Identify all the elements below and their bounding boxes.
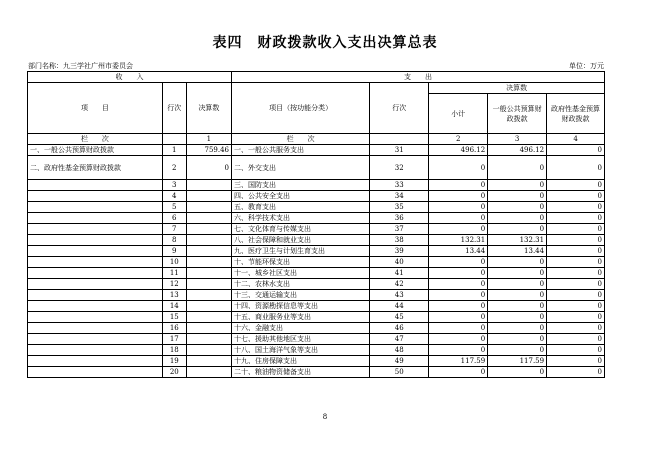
table-row	[28, 279, 605, 290]
expense-item: 十九、住房保障支出	[232, 356, 370, 367]
income-amount	[186, 191, 231, 202]
income-line: 12	[162, 279, 186, 290]
subtotal-value: 0	[429, 257, 488, 268]
expense-line: 44	[370, 301, 429, 312]
income-amount	[186, 334, 231, 345]
expense-line: 41	[370, 268, 429, 279]
gov-fund-value: 0	[547, 334, 605, 345]
income-line: 14	[162, 301, 186, 312]
income-amount	[186, 224, 231, 235]
expense-item: 一、一般公共服务支出	[232, 145, 370, 156]
subtotal-value: 0	[429, 202, 488, 213]
income-amount	[186, 246, 231, 257]
income-amount	[186, 202, 231, 213]
table-row	[28, 156, 605, 180]
general-budget-value: 0	[488, 312, 547, 323]
column-label: 栏 次	[28, 134, 163, 145]
expense-line: 43	[370, 290, 429, 301]
expense-item: 十五、商业服务业等支出	[232, 312, 370, 323]
income-item	[28, 367, 163, 378]
expense-item: 六、科学技术支出	[232, 213, 370, 224]
income-header: 收 入	[28, 72, 232, 83]
subtotal-value: 0	[429, 268, 488, 279]
income-amount	[186, 323, 231, 334]
gov-fund-value: 0	[547, 191, 605, 202]
expense-line: 40	[370, 257, 429, 268]
general-budget-value: 0	[488, 345, 547, 356]
income-line: 2	[162, 156, 186, 180]
income-item	[28, 246, 163, 257]
income-amount	[186, 180, 231, 191]
expense-item: 十一、城乡社区支出	[232, 268, 370, 279]
subtotal-value: 0	[429, 213, 488, 224]
income-line: 8	[162, 235, 186, 246]
column-index: 3	[488, 134, 547, 145]
general-budget-header: 一般公共预算财政拨款	[488, 94, 547, 134]
income-amount	[186, 301, 231, 312]
expense-line: 39	[370, 246, 429, 257]
income-amount	[186, 235, 231, 246]
expense-line: 31	[370, 145, 429, 156]
page-title: 表四 财政拨款收入支出决算总表	[212, 35, 438, 51]
subtotal-value: 0	[429, 290, 488, 301]
gov-fund-value: 0	[547, 145, 605, 156]
expense-item: 十八、国土海洋气象等支出	[232, 345, 370, 356]
gov-fund-value: 0	[547, 156, 605, 180]
unit-label: 单位：万元	[569, 62, 604, 70]
expense-item: 十四、资源勘探信息等支出	[232, 301, 370, 312]
gov-fund-value: 0	[547, 356, 605, 367]
income-item	[28, 312, 163, 323]
expense-line: 33	[370, 180, 429, 191]
income-line: 4	[162, 191, 186, 202]
income-item	[28, 356, 163, 367]
income-amount	[186, 367, 231, 378]
general-budget-value: 0	[488, 180, 547, 191]
income-amount	[186, 356, 231, 367]
expense-item: 九、医疗卫生与计划生育支出	[232, 246, 370, 257]
income-line: 15	[162, 312, 186, 323]
income-line: 10	[162, 257, 186, 268]
expense-item: 十七、援助其他地区支出	[232, 334, 370, 345]
income-item	[28, 224, 163, 235]
income-line: 9	[162, 246, 186, 257]
expense-line: 36	[370, 213, 429, 224]
column-index: 2	[429, 134, 488, 145]
subtotal-value: 0	[429, 323, 488, 334]
table-row	[28, 191, 605, 202]
gov-fund-value: 0	[547, 323, 605, 334]
table-row	[28, 345, 605, 356]
expense-line: 48	[370, 345, 429, 356]
column-index: 4	[547, 134, 605, 145]
subtotal-value: 0	[429, 191, 488, 202]
expense-line: 38	[370, 235, 429, 246]
expense-line: 46	[370, 323, 429, 334]
expense-line-header: 行次	[370, 83, 429, 134]
income-line: 11	[162, 268, 186, 279]
expense-item: 八、社会保障和就业支出	[232, 235, 370, 246]
expense-item: 十二、农林水支出	[232, 279, 370, 290]
table-row	[28, 312, 605, 323]
income-item	[28, 301, 163, 312]
general-budget-value: 0	[488, 279, 547, 290]
income-line: 13	[162, 290, 186, 301]
table-row	[28, 224, 605, 235]
table-row	[28, 268, 605, 279]
table-row	[28, 213, 605, 224]
subtotal-value: 496.12	[429, 145, 488, 156]
income-amount: 759.46	[186, 145, 231, 156]
expense-line: 37	[370, 224, 429, 235]
general-budget-value: 0	[488, 156, 547, 180]
income-amount	[186, 268, 231, 279]
general-budget-value: 0	[488, 301, 547, 312]
subtotal-value: 132.31	[429, 235, 488, 246]
income-line: 7	[162, 224, 186, 235]
gov-fund-value: 0	[547, 279, 605, 290]
subtotal-value: 0	[429, 156, 488, 180]
expense-item: 十、节能环保支出	[232, 257, 370, 268]
income-item	[28, 334, 163, 345]
income-line: 6	[162, 213, 186, 224]
department-name: 部门名称：九三学社广州市委员会	[28, 62, 133, 70]
income-item	[28, 268, 163, 279]
expense-item: 三、国防支出	[232, 180, 370, 191]
gov-fund-value: 0	[547, 290, 605, 301]
table-row	[28, 356, 605, 367]
general-budget-value: 0	[488, 323, 547, 334]
expense-item: 十三、交通运输支出	[232, 290, 370, 301]
general-budget-value: 0	[488, 367, 547, 378]
expense-item: 四、公共安全支出	[232, 191, 370, 202]
income-line: 5	[162, 202, 186, 213]
general-budget-value: 0	[488, 224, 547, 235]
table-row	[28, 301, 605, 312]
expense-line: 45	[370, 312, 429, 323]
income-amount: 0	[186, 156, 231, 180]
gov-fund-value: 0	[547, 246, 605, 257]
subtotal-value: 0	[429, 334, 488, 345]
expense-line: 47	[370, 334, 429, 345]
income-item	[28, 323, 163, 334]
expense-item: 五、教育支出	[232, 202, 370, 213]
expense-item: 二十、粮油物资储备支出	[232, 367, 370, 378]
gov-fund-value: 0	[547, 213, 605, 224]
income-line: 17	[162, 334, 186, 345]
income-line: 18	[162, 345, 186, 356]
subtotal-value: 0	[429, 301, 488, 312]
income-line: 3	[162, 180, 186, 191]
expense-amount-header: 决算数	[429, 83, 605, 94]
income-amount-header: 决算数	[186, 83, 231, 134]
page-number: 8	[322, 413, 328, 421]
income-item	[28, 191, 163, 202]
budget-summary-table	[27, 71, 605, 378]
income-line: 19	[162, 356, 186, 367]
subtotal-value: 0	[429, 312, 488, 323]
subtotal-value: 0	[429, 224, 488, 235]
general-budget-value: 0	[488, 257, 547, 268]
expense-item: 十六、金融支出	[232, 323, 370, 334]
general-budget-value: 0	[488, 334, 547, 345]
expense-line: 32	[370, 156, 429, 180]
expense-line: 42	[370, 279, 429, 290]
gov-fund-value: 0	[547, 312, 605, 323]
table-row	[28, 367, 605, 378]
income-amount	[186, 345, 231, 356]
gov-fund-value: 0	[547, 268, 605, 279]
expense-item: 七、文化体育与传媒支出	[232, 224, 370, 235]
income-item	[28, 180, 163, 191]
general-budget-value: 0	[488, 202, 547, 213]
subtotal-header: 小计	[429, 94, 488, 134]
general-budget-value: 0	[488, 191, 547, 202]
table-row	[28, 145, 605, 156]
income-line: 16	[162, 323, 186, 334]
income-line: 20	[162, 367, 186, 378]
gov-fund-value: 0	[547, 202, 605, 213]
income-item	[28, 290, 163, 301]
table-row	[28, 235, 605, 246]
expense-line: 35	[370, 202, 429, 213]
income-line-header: 行次	[162, 83, 186, 134]
income-line: 1	[162, 145, 186, 156]
general-budget-value: 117.59	[488, 356, 547, 367]
income-item	[28, 235, 163, 246]
general-budget-value: 0	[488, 268, 547, 279]
table-row	[28, 180, 605, 191]
expense-item: 二、外交支出	[232, 156, 370, 180]
general-budget-value: 0	[488, 290, 547, 301]
general-budget-value: 0	[488, 213, 547, 224]
column-label: 栏 次	[232, 134, 370, 145]
table-row	[28, 290, 605, 301]
income-item	[28, 257, 163, 268]
expense-line: 49	[370, 356, 429, 367]
general-budget-value: 132.31	[488, 235, 547, 246]
subtotal-value: 13.44	[429, 246, 488, 257]
gov-fund-value: 0	[547, 345, 605, 356]
income-amount	[186, 213, 231, 224]
income-item-header: 项 目	[28, 83, 163, 134]
subtotal-value: 0	[429, 279, 488, 290]
subtotal-value: 0	[429, 345, 488, 356]
gov-fund-header: 政府性基金预算财政拨款	[547, 94, 605, 134]
gov-fund-value: 0	[547, 257, 605, 268]
income-item	[28, 213, 163, 224]
expense-line: 34	[370, 191, 429, 202]
expense-line: 50	[370, 367, 429, 378]
gov-fund-value: 0	[547, 367, 605, 378]
expense-header: 支 出	[232, 72, 605, 83]
column-index: 1	[186, 134, 231, 145]
gov-fund-value: 0	[547, 224, 605, 235]
income-amount	[186, 257, 231, 268]
general-budget-value: 13.44	[488, 246, 547, 257]
gov-fund-value: 0	[547, 235, 605, 246]
table-row	[28, 246, 605, 257]
table-row	[28, 334, 605, 345]
income-amount	[186, 312, 231, 323]
gov-fund-value: 0	[547, 301, 605, 312]
income-item	[28, 279, 163, 290]
table-row	[28, 257, 605, 268]
table-row	[28, 202, 605, 213]
income-item	[28, 345, 163, 356]
income-amount	[186, 290, 231, 301]
income-amount	[186, 279, 231, 290]
general-budget-value: 496.12	[488, 145, 547, 156]
subtotal-value: 117.59	[429, 356, 488, 367]
income-item	[28, 202, 163, 213]
income-item: 二、政府性基金预算财政拨款	[28, 156, 163, 180]
subtotal-value: 0	[429, 367, 488, 378]
gov-fund-value: 0	[547, 180, 605, 191]
expense-item-header: 项目（按功能分类）	[232, 83, 370, 134]
subtotal-value: 0	[429, 180, 488, 191]
income-item: 一、一般公共预算财政拨款	[28, 145, 163, 156]
table-row	[28, 323, 605, 334]
